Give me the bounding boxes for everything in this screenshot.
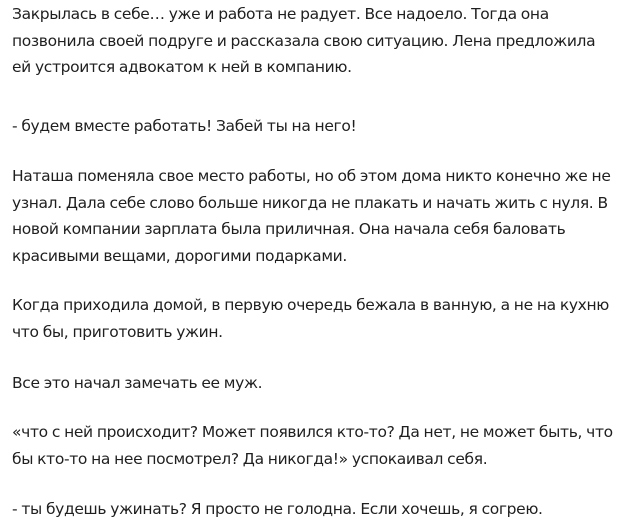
paragraph-line: «что с ней происходит? Может появился кто-то? Да нет, не может быть, что (12, 423, 613, 441)
paragraph-line: позвонила своей подруге и рассказала свою ситуацию. Лена предложила (12, 31, 596, 50)
paragraph (12, 292, 609, 345)
paragraph-line: новой компании зарплата была приличная. Она начала себя баловать (12, 220, 566, 238)
paragraph-line: - ты будешь ужинать? Я просто не голодна. Если хочешь, я согрею. (12, 500, 543, 518)
paragraph-line: - будем вместе работать! Забей ты на него! (12, 117, 357, 135)
paragraph (12, 419, 613, 472)
paragraph-line: Все это начал замечать ее муж. (12, 374, 263, 392)
paragraph-line: бы кто-то на нее посмотрел? Да никогда!» успокаивал себя. (12, 449, 488, 468)
paragraph (12, 370, 262, 397)
paragraph (12, 1, 595, 81)
paragraph (12, 496, 543, 523)
paragraph-line: Когда приходила домой, в первую очередь бежала в ванную, а не на кухню (12, 296, 609, 314)
paragraph (12, 113, 356, 140)
paragraph-line: ей устроится адвокатом к ней в компанию. (12, 58, 352, 76)
paragraph-line: Закрылась в себе… уже и работа не радует. Все надоело. Тогда она (12, 5, 549, 23)
paragraph-line: что бы, приготовить ужин. (12, 322, 223, 341)
paragraph-line: красивыми вещами, дорогими подарками. (12, 246, 347, 265)
paragraph (12, 163, 611, 269)
paragraph-line: узнал. Дала себе слово больше никогда не плакать и начать жить с нуля. В (12, 193, 608, 212)
paragraph-line: Наташа поменяла свое место работы, но об этом дома никто конечно же не (12, 167, 611, 185)
